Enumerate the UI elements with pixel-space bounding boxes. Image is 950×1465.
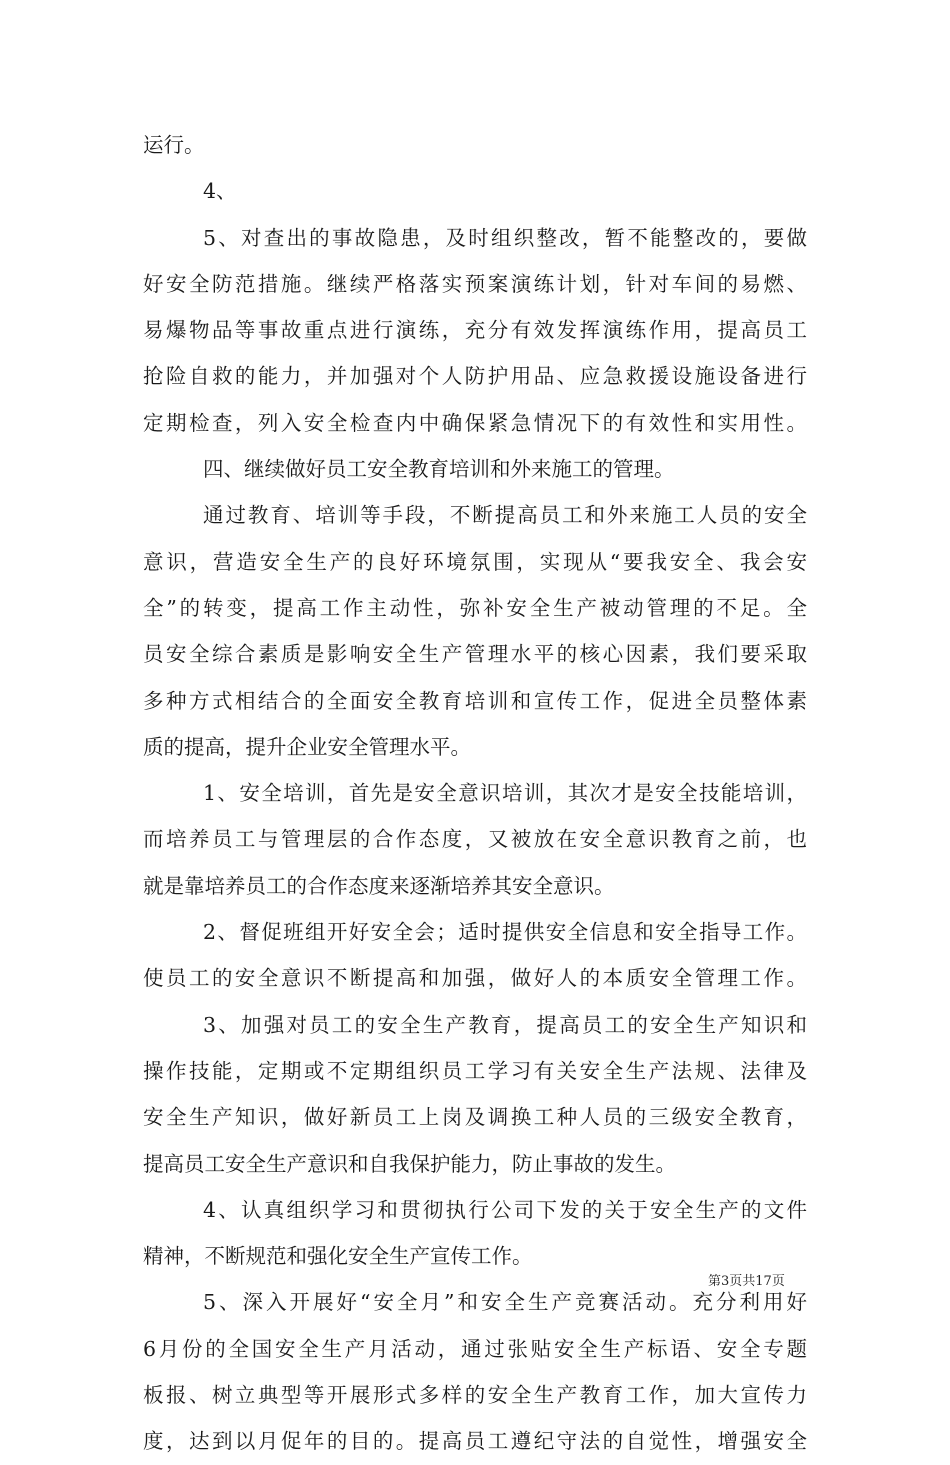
page-number: 第3页共17页 — [708, 1274, 785, 1289]
text-line: 全”的转变，提高工作主动性，弥补安全生产被动管理的不足。全 — [143, 595, 807, 620]
text-line: 安全生产知识，做好新员工上岗及调换工种人员的三级安全教育， — [143, 1105, 807, 1130]
text-line: 1、安全培训，首先是安全意识培训，其次才是安全技能培训， — [203, 781, 807, 806]
text-line: 好安全防范措施。继续严格落实预案演练计划，针对车间的易燃、 — [143, 271, 807, 296]
text-line: 4、认真组织学习和贯彻执行公司下发的关于安全生产的文件 — [203, 1197, 807, 1222]
text-line: 5、对查出的事故隐患，及时组织整改，暂不能整改的，要做 — [203, 225, 807, 250]
text-line: 使员工的安全意识不断提高和加强，做好人的本质安全管理工作。 — [143, 966, 807, 991]
text-line: 意识，营造安全生产的良好环境氛围，实现从“要我安全、我会安 — [143, 549, 807, 574]
text-line: 6月份的全国安全生产月活动，通过张贴安全生产标语、安全专题 — [143, 1336, 807, 1361]
text-line: 易爆物品等事故重点进行演练，充分有效发挥演练作用，提高员工 — [143, 318, 807, 343]
text-line: 精神，不断规范和强化安全生产宣传工作。 — [143, 1244, 533, 1269]
text-line: 而培养员工与管理层的合作态度，又被放在安全意识教育之前，也 — [143, 827, 807, 852]
text-line: 5、深入开展好“安全月”和安全生产竞赛活动。充分利用好 — [203, 1290, 807, 1315]
text-line: 抢险自救的能力，并加强对个人防护用品、应急救援设施设备进行 — [143, 364, 807, 389]
text-line: 度，达到以月促年的目的。提高员工遵纪守法的自觉性，增强安全 — [143, 1429, 807, 1454]
text-line: 提高员工安全生产意识和自我保护能力，防止事故的发生。 — [143, 1151, 676, 1176]
text-line: 板报、树立典型等开展形式多样的安全生产教育工作，加大宣传力 — [143, 1383, 807, 1408]
text-line: 运行。 — [143, 133, 205, 157]
text-line: 2、督促班组开好安全会；适时提供安全信息和安全指导工作。 — [203, 920, 807, 945]
text-line: 员安全综合素质是影响安全生产管理水平的核心因素，我们要采取 — [143, 642, 807, 667]
section-heading: 四、继续做好员工安全教育培训和外来施工的管理。 — [203, 457, 675, 482]
text-line: 定期检查，列入安全检查内中确保紧急情况下的有效性和实用性。 — [143, 410, 807, 435]
text-line: 操作技能，定期或不定期组织员工学习有关安全生产法规、法律及 — [143, 1058, 807, 1083]
text-line: 多种方式相结合的全面安全教育培训和宣传工作，促进全员整体素 — [143, 688, 807, 713]
text-line: 质的提高，提升企业安全管理水平。 — [143, 734, 471, 759]
body-text — [143, 122, 807, 1465]
text-line: 就是靠培养员工的合作态度来逐渐培养其安全意识。 — [143, 873, 615, 898]
text-line: 3、加强对员工的安全生产教育，提高员工的安全生产知识和 — [203, 1012, 807, 1037]
text-line: 4、 — [203, 179, 237, 204]
text-line: 通过教育、培训等手段，不断提高员工和外来施工人员的安全 — [203, 503, 807, 528]
